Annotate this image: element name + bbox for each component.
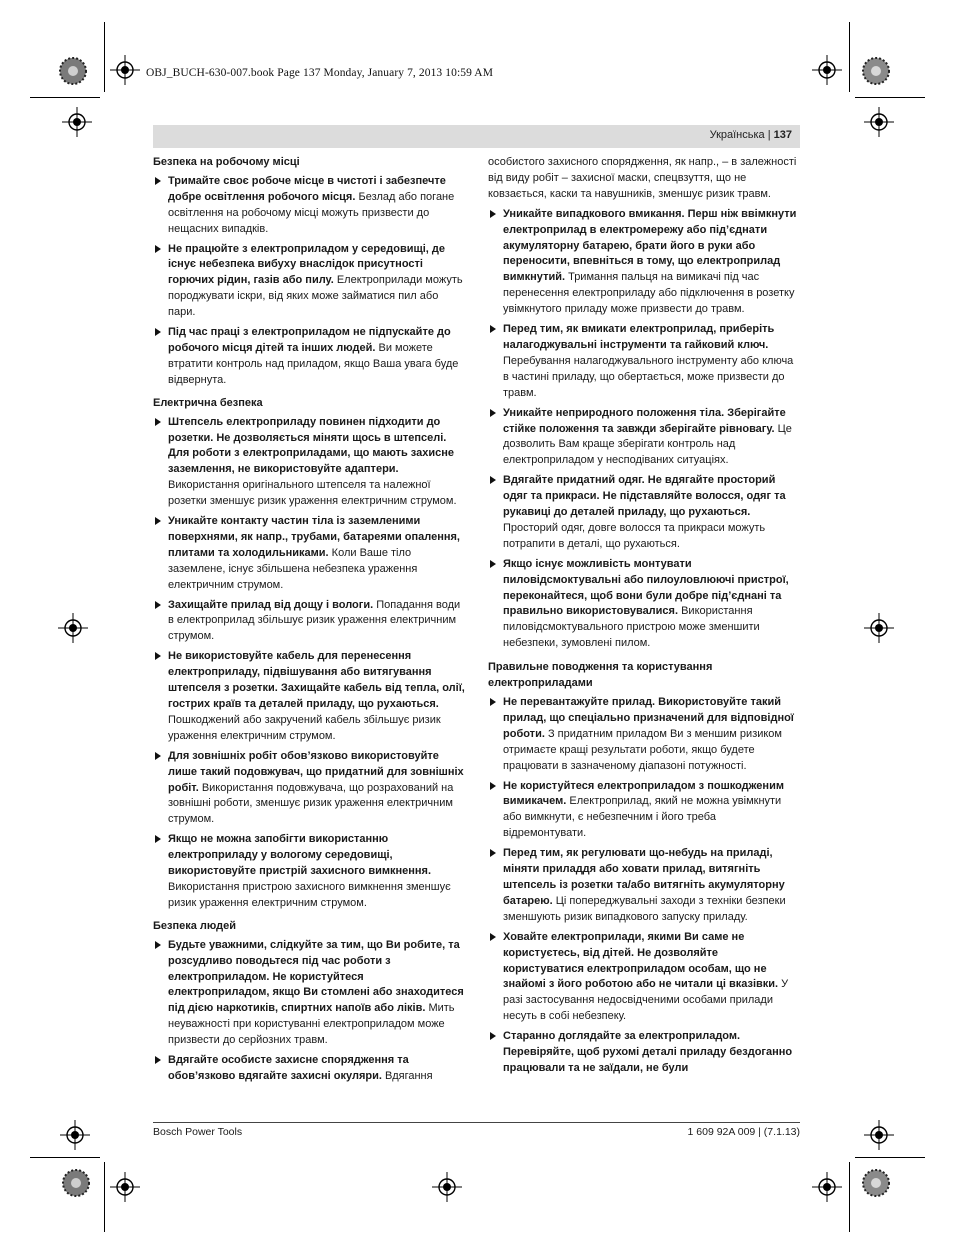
section-heading: Безпека на робочому місці <box>153 156 300 168</box>
instruction-text: Просторий одяг, довге волосся та прикраси можуть потрапити в деталі, що рухаються. <box>503 521 766 550</box>
instruction-text: Коли Ваше тіло заземлене, існує збільшена небезпека ураження електричним струмом. <box>168 546 418 591</box>
color-wheel-icon <box>61 1168 91 1198</box>
registration-mark-icon <box>864 613 894 643</box>
crop-line <box>849 1162 850 1232</box>
instruction-bold-text: Тримайте своє робоче місце в чистоті і забезпечте добре освітлення робочого місця. <box>168 174 446 203</box>
bullet-triangle-icon <box>490 782 496 790</box>
instruction-bold-text: Старанно доглядайте за електроприладом. Перевіряйте, щоб рухомі деталі приладу бездоганно працювали та не заїдали, не були <box>503 1030 793 1074</box>
instruction-bold-text: Не працюйте з електроприладом у середовищі, де існує небезпека вибуху внаслідок присутності горючих рідин, газів або пилу. <box>168 242 446 287</box>
instruction-bold-text: Якщо не можна запобігти використанню електроприладу у вологому середовищі, використовуйте пристрій захисного вимкнення. <box>168 833 432 878</box>
crop-line <box>104 22 105 92</box>
instruction-bold-text: Перед тим, як регулювати що-небудь на приладі, міняти приладдя або ховати прилад, витягніть штепсель із розетки та/або витягніть акумуляторну батарею. <box>503 847 785 907</box>
instruction-bold-text: Якщо існує можливість монтувати пиловідсмоктувальні або пилоуловлюючі пристрої, переконайтеся, щоб вони були добре під’єднані та правильно використовувалися. <box>503 557 789 618</box>
instruction-text: Ви можете втратити контроль над приладом, якщо Ваша увага буде відвернута. <box>168 341 459 386</box>
safety-instruction <box>153 1053 466 1085</box>
instruction-text: Мить неуважності при користуванні електроприладом може призвести до серйозних травм. <box>168 1002 455 1047</box>
safety-instruction <box>153 938 466 1049</box>
instruction-text: Використання оригінального штепселя та належної розетки зменшує ризик ураження електричним струмом. <box>168 479 457 508</box>
instruction-bold-text: Будьте уважними, слідкуйте за тим, що Ви робите, та розсудливо поводьтеся під час роботи з електроприладом. Не користуйтеся електроприладом, якщо Ви стомлені або знаходитеся під дією наркотиків, спиртних напоїв або ліків. <box>168 938 464 1015</box>
safety-instruction <box>488 473 800 553</box>
footer-document-number: 1 609 92A 009 | (7.1.13) <box>687 1126 800 1138</box>
page-label <box>710 129 792 141</box>
instruction-text: Попадання води в електроприлад збільшує ризик ураження електричним струмом. <box>168 598 461 643</box>
safety-instruction <box>488 557 800 652</box>
bullet-triangle-icon <box>490 1032 496 1040</box>
footer-brand: Bosch Power Tools <box>153 1126 243 1138</box>
page-header <box>153 125 800 148</box>
safety-instruction <box>488 930 800 1025</box>
crop-line <box>855 1157 925 1158</box>
safety-instruction <box>488 695 800 775</box>
instruction-bold-text: Уникайте контакту частин тіла із заземленими поверхнями, як напр., трубами, батареями опалення, плитами та холодильниками. <box>168 515 460 559</box>
bullet-triangle-icon <box>155 1056 161 1064</box>
bullet-triangle-icon <box>155 652 161 660</box>
bullet-triangle-icon <box>155 941 161 949</box>
slug-line: OBJ_BUCH-630-007.book Page 137 Monday, January 7, 2013 10:59 AM <box>146 67 494 79</box>
instruction-bold-text: Під час праці з електроприладом не підпускайте до робочого місця дітей та інших людей. <box>168 326 451 354</box>
safety-instruction <box>153 325 466 389</box>
safety-instruction <box>488 1029 800 1077</box>
color-wheel-icon <box>861 56 891 86</box>
instruction-bold-text: Для зовнішніх робіт обов’язково використовуйте лише такий подовжувач, що придатний для зовнішніх робіт. <box>168 749 464 794</box>
instruction-text: Використання пиловідсмоктувального пристрою може зменшити небезпеки, зумовлені пилом. <box>503 605 760 650</box>
registration-mark-icon <box>58 613 88 643</box>
registration-mark-icon <box>864 1120 894 1150</box>
registration-mark-icon <box>812 1172 842 1202</box>
safety-instruction <box>153 598 466 646</box>
registration-mark-icon <box>110 55 140 85</box>
registration-mark-icon <box>812 55 842 85</box>
bullet-triangle-icon <box>155 601 161 609</box>
safety-instruction <box>153 649 466 744</box>
crop-line <box>855 97 925 98</box>
registration-mark-icon <box>60 1120 90 1150</box>
registration-mark-icon <box>432 1172 462 1202</box>
instruction-bold-text: Перед тим, як вмикати електроприлад, приберіть налагоджувальні інструменти та гайковий ключ. <box>503 323 775 351</box>
bullet-triangle-icon <box>155 177 161 185</box>
bullet-triangle-icon <box>490 933 496 941</box>
bullet-triangle-icon <box>155 517 161 525</box>
registration-mark-icon <box>110 1172 140 1202</box>
section-heading: Безпека людей <box>153 919 237 932</box>
instruction-bold-text: Штепсель електроприладу повинен підходити до розетки. Не дозволяється міняти щось в штепселі. Для роботи з електроприладами, що мають захисне заземлення, не використовуйте адаптери. <box>168 415 455 476</box>
instruction-bold-text: Захищайте прилад від дощу і вологи. <box>168 598 374 611</box>
header-language: Українська <box>709 129 765 141</box>
instruction-text: З придатним приладом Ви з меншим ризиком отримаєте кращі результати роботи, якщо будете працювати в зазначеному діапазоні потужності. <box>503 727 782 772</box>
bullet-triangle-icon <box>490 698 496 706</box>
bullet-triangle-icon <box>490 210 496 218</box>
safety-instruction <box>153 174 466 238</box>
header-separator: | <box>767 129 771 141</box>
bullet-triangle-icon <box>490 325 496 333</box>
color-wheel-icon <box>58 56 88 86</box>
instruction-text: Перебування налагоджувального інструменту або ключа в частині приладу, що обертається, може призвести до травм. <box>503 354 794 399</box>
color-wheel-icon <box>861 1168 891 1198</box>
safety-instruction <box>488 207 800 318</box>
crop-line <box>104 1162 105 1232</box>
instruction-bold-text: Не використовуйте кабель для перенесення електроприладу, підвішування або витягування штепселя з розетки. Захищайте кабель від тепла, олії, гострих країв та деталей приладу, що рухаються. <box>168 650 465 710</box>
safety-instruction <box>488 779 800 843</box>
safety-instruction <box>153 415 466 510</box>
instruction-bold-text: Ховайте електроприлади, якими Ви саме не користуєтесь, від дітей. Не дозволяйте користуватися електроприладом особам, що не знайомі з його роботою або не читали ці вказівки. <box>503 930 779 991</box>
instruction-bold-text: Не перевантажуйте прилад. Використовуйте такий прилад, що спеціально призначений для відповідної роботи. <box>503 696 794 740</box>
footer-rule <box>153 1122 800 1123</box>
continued-paragraph: особистого захисного спорядження, як напр., – в залежності від виду робіт – захисної маски, спецвзуття, що не ковзається, каски та навушників, зменшує ризик травм. <box>488 156 797 200</box>
instruction-text: Використання подовжувача, що розрахований на зовнішні роботи, зменшує ризик ураження електричним струмом. <box>168 781 454 826</box>
instruction-text: Пошкоджений або закручений кабель збільшує ризик ураження електричним струмом. <box>168 713 441 742</box>
instruction-text: Електроприлад, який не можна увімкнути або вимкнути, є небезпечним і його треба відремонтувати. <box>503 795 782 840</box>
right-column <box>488 155 800 1081</box>
registration-mark-icon <box>864 107 894 137</box>
instruction-text: Електроприлади можуть породжувати іскри, від яких може займатися пил або пари. <box>168 274 463 319</box>
safety-instruction <box>488 846 800 926</box>
safety-instruction <box>153 749 466 829</box>
instruction-text: Тримання пальця на вимикачі під час перенесення електроприладу або підключення в розетку увімкнутого приладу може призвести до травм. <box>503 271 795 316</box>
bullet-triangle-icon <box>490 476 496 484</box>
instruction-text: Вдягання <box>381 1069 433 1082</box>
instruction-bold-text: Не користуйтеся електроприладом з пошкодженим вимикачем. <box>503 779 784 808</box>
bullet-triangle-icon <box>155 835 161 843</box>
instruction-bold-text: Уникайте випадкового вмикання. Перш ніж ввімкнути електроприлад в електромережу або під’єднати акумуляторну батарею, брати його в руки або переносити, впевніться в тому, що електроприлад вимкнутий. <box>503 207 797 284</box>
instruction-bold-text: Вдягайте особисте захисне спорядження та обов’язково вдягайте захисні окуляри. <box>168 1054 409 1082</box>
instruction-bold-text: Уникайте неприродного положення тіла. Зберігайте стійке положення та завжди зберігайте рівновагу. <box>503 406 786 435</box>
bullet-triangle-icon <box>490 409 496 417</box>
safety-instruction <box>488 322 800 402</box>
safety-instruction <box>153 242 466 322</box>
section-heading: Електрична безпека <box>153 396 263 409</box>
registration-mark-icon <box>62 107 92 137</box>
bullet-triangle-icon <box>155 245 161 253</box>
bullet-triangle-icon <box>155 752 161 760</box>
left-column <box>153 155 466 1089</box>
crop-line <box>30 97 100 98</box>
safety-instruction <box>488 406 800 470</box>
bullet-triangle-icon <box>490 849 496 857</box>
page-number: 137 <box>773 129 792 141</box>
safety-instruction <box>153 514 466 594</box>
instruction-text: У разі застосування недосвідченими особами прилади несуть в собі небезпеку. <box>503 978 789 1023</box>
instruction-text: Використання пристрою захисного вимкнення зменшує ризик ураження електричним струмом. <box>168 880 451 909</box>
safety-instruction <box>153 832 466 912</box>
bullet-triangle-icon <box>155 418 161 426</box>
instruction-bold-text: Вдягайте придатний одяг. Не вдягайте просторий одяг та прикраси. Не підставляйте волосся, одяг та рукавиці до деталей приладу, що рухаються. <box>503 474 786 519</box>
crop-line <box>30 1157 100 1158</box>
instruction-text: Це дозволить Вам краще зберігати контроль над електроприладом у несподіваних ситуаціях. <box>503 422 792 467</box>
section-heading: Правильне поводження та користування електроприладами <box>488 661 713 690</box>
instruction-text: Ці попереджувальні заходи з техніки безпеки зменшують ризик випадкового запуску приладу. <box>503 894 786 923</box>
crop-line <box>849 22 850 92</box>
bullet-triangle-icon <box>490 560 496 568</box>
bullet-triangle-icon <box>155 328 161 336</box>
instruction-text: Безлад або погане освітлення на робочому місці можуть призвести до нещасних випадків. <box>168 190 455 235</box>
